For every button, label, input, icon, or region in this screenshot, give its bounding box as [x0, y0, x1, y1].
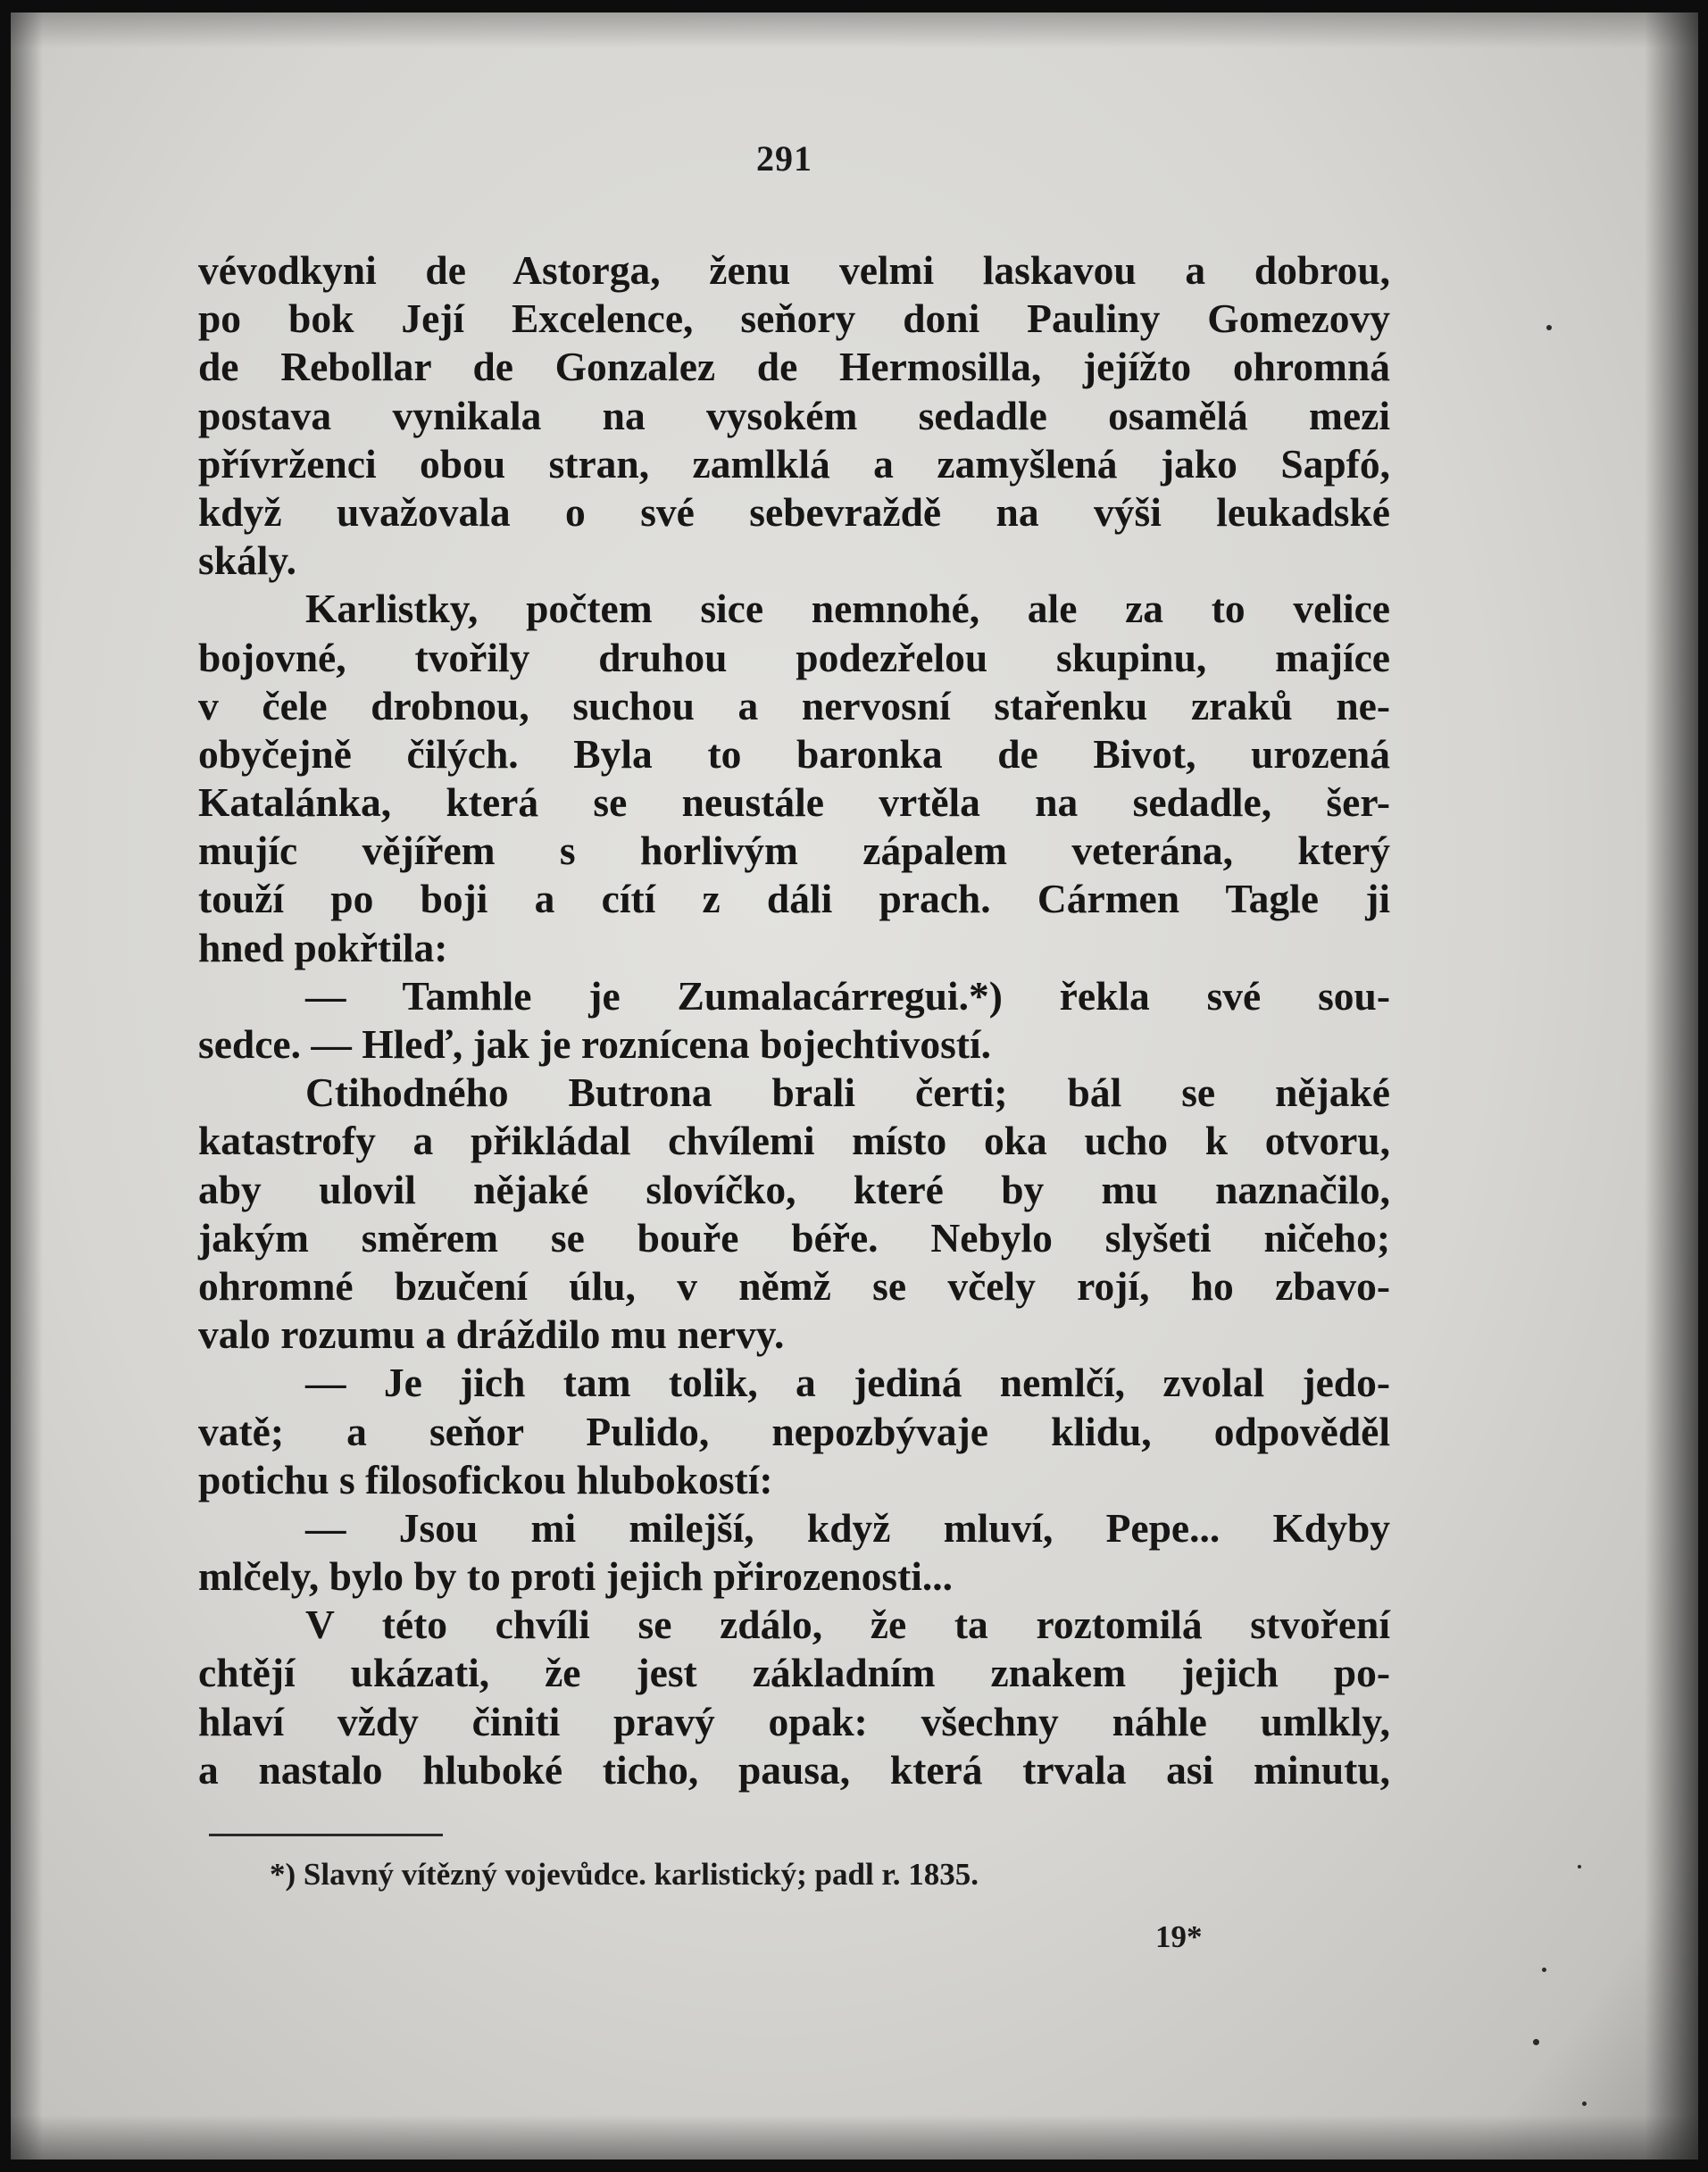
page-edge-shadow-left: [11, 12, 43, 2160]
dust-speck: [1578, 1865, 1581, 1868]
text-line: Ctihodného Butrona brali čerti; bál se nějaké: [305, 1069, 1390, 1116]
dust-speck: [1582, 2101, 1587, 2106]
text-line: přívrženci obou stran, zamlklá a zamyšlená jako Sapfó,: [198, 440, 1390, 487]
text-line: vévodkyni de Astorga, ženu velmi laskavou a dobrou,: [198, 247, 1390, 293]
text-line: postava vynikala na vysokém sedadle osamělá mezi: [198, 392, 1390, 438]
printer-signature-mark: 19*: [1155, 1919, 1203, 1954]
text-line: sedce. — Hleď, jak je roznícena bojechtivostí.: [198, 1021, 992, 1067]
text-line: obyčejně čilých. Byla to baronka de Bivot, urozená: [198, 730, 1390, 777]
text-line: bojovné, tvořily druhou podezřelou skupinu, majíce: [198, 634, 1390, 680]
text-line: a nastalo hluboké ticho, pausa, která trvala asi minutu,: [198, 1746, 1390, 1793]
text-line: V této chvíli se zdálo, že ta roztomilá stvoření: [305, 1602, 1390, 1648]
text-line: mujíc vějířem s horlivým zápalem veterána, který: [198, 828, 1390, 874]
text-line: Karlistky, počtem sice nemnohé, ale za to velice: [305, 586, 1390, 632]
text-line: katastrofy a přikládal chvílemi místo oka ucho k otvoru,: [198, 1118, 1390, 1164]
dust-speck: [1546, 325, 1552, 330]
body-text: [198, 246, 1390, 1794]
book-page: [11, 12, 1698, 2160]
text-line: Katalánka, která se neustále vrtěla na sedadle, šer-: [198, 779, 1390, 826]
text-line: valo rozumu a dráždilo mu nervy.: [198, 1311, 785, 1358]
text-line: skály.: [198, 537, 297, 584]
footnote-rule: [209, 1834, 443, 1836]
text-line: de Rebollar de Gonzalez de Hermosilla, jejížto ohromná: [198, 344, 1390, 390]
page-edge-shadow-right: [1645, 12, 1698, 2160]
text-line: — Tamhle je Zumalacárregui.*) řekla své sou-: [305, 972, 1390, 1019]
text-line: v čele drobnou, suchou a nervosní stařenku zraků ne-: [198, 682, 1390, 728]
dust-speck: [1533, 2039, 1539, 2045]
text-line: potichu s filosofickou hlubokostí:: [198, 1456, 773, 1502]
text-line: mlčely, bylo by to proti jejich přirozenosti...: [198, 1553, 954, 1600]
text-line: — Je jich tam tolik, a jediná nemlčí, zvolal jedo-: [305, 1360, 1390, 1406]
text-line: chtějí ukázati, že jest základním znakem jejich po-: [198, 1650, 1390, 1696]
text-line: když uvažovala o své sebevraždě na výši leukadské: [198, 488, 1390, 535]
text-line: — Jsou mi milejší, když mluví, Pepe... Kdyby: [305, 1504, 1390, 1551]
page-edge-shadow-bottom: [11, 2115, 1698, 2160]
text-line: aby ulovil nějaké slovíčko, které by mu naznačilo,: [198, 1166, 1390, 1212]
page-edge-shadow-top: [11, 12, 1698, 48]
text-line: touží po boji a cítí z dáli prach. Cármen Tagle ji: [198, 876, 1390, 922]
text-line: hned pokřtila:: [198, 924, 448, 970]
dust-speck: [1542, 1968, 1546, 1972]
page-number: 291: [756, 138, 812, 179]
text-line: hlaví vždy činiti pravý opak: všechny náhle umlkly,: [198, 1698, 1390, 1744]
text-line: ohromné bzučení úlu, v němž se včely rojí, ho zbavo-: [198, 1262, 1390, 1309]
text-line: po bok Její Excelence, seňory doni Pauliny Gomezovy: [198, 295, 1390, 342]
text-line: jakým směrem se bouře béře. Nebylo slyšeti ničeho;: [198, 1214, 1390, 1261]
footnote: *) Slavný vítězný vojevůdce. karlistický; padl r. 1835.: [270, 1857, 979, 1892]
text-line: vatě; a seňor Pulido, nepozbývaje klidu, odpověděl: [198, 1408, 1390, 1454]
